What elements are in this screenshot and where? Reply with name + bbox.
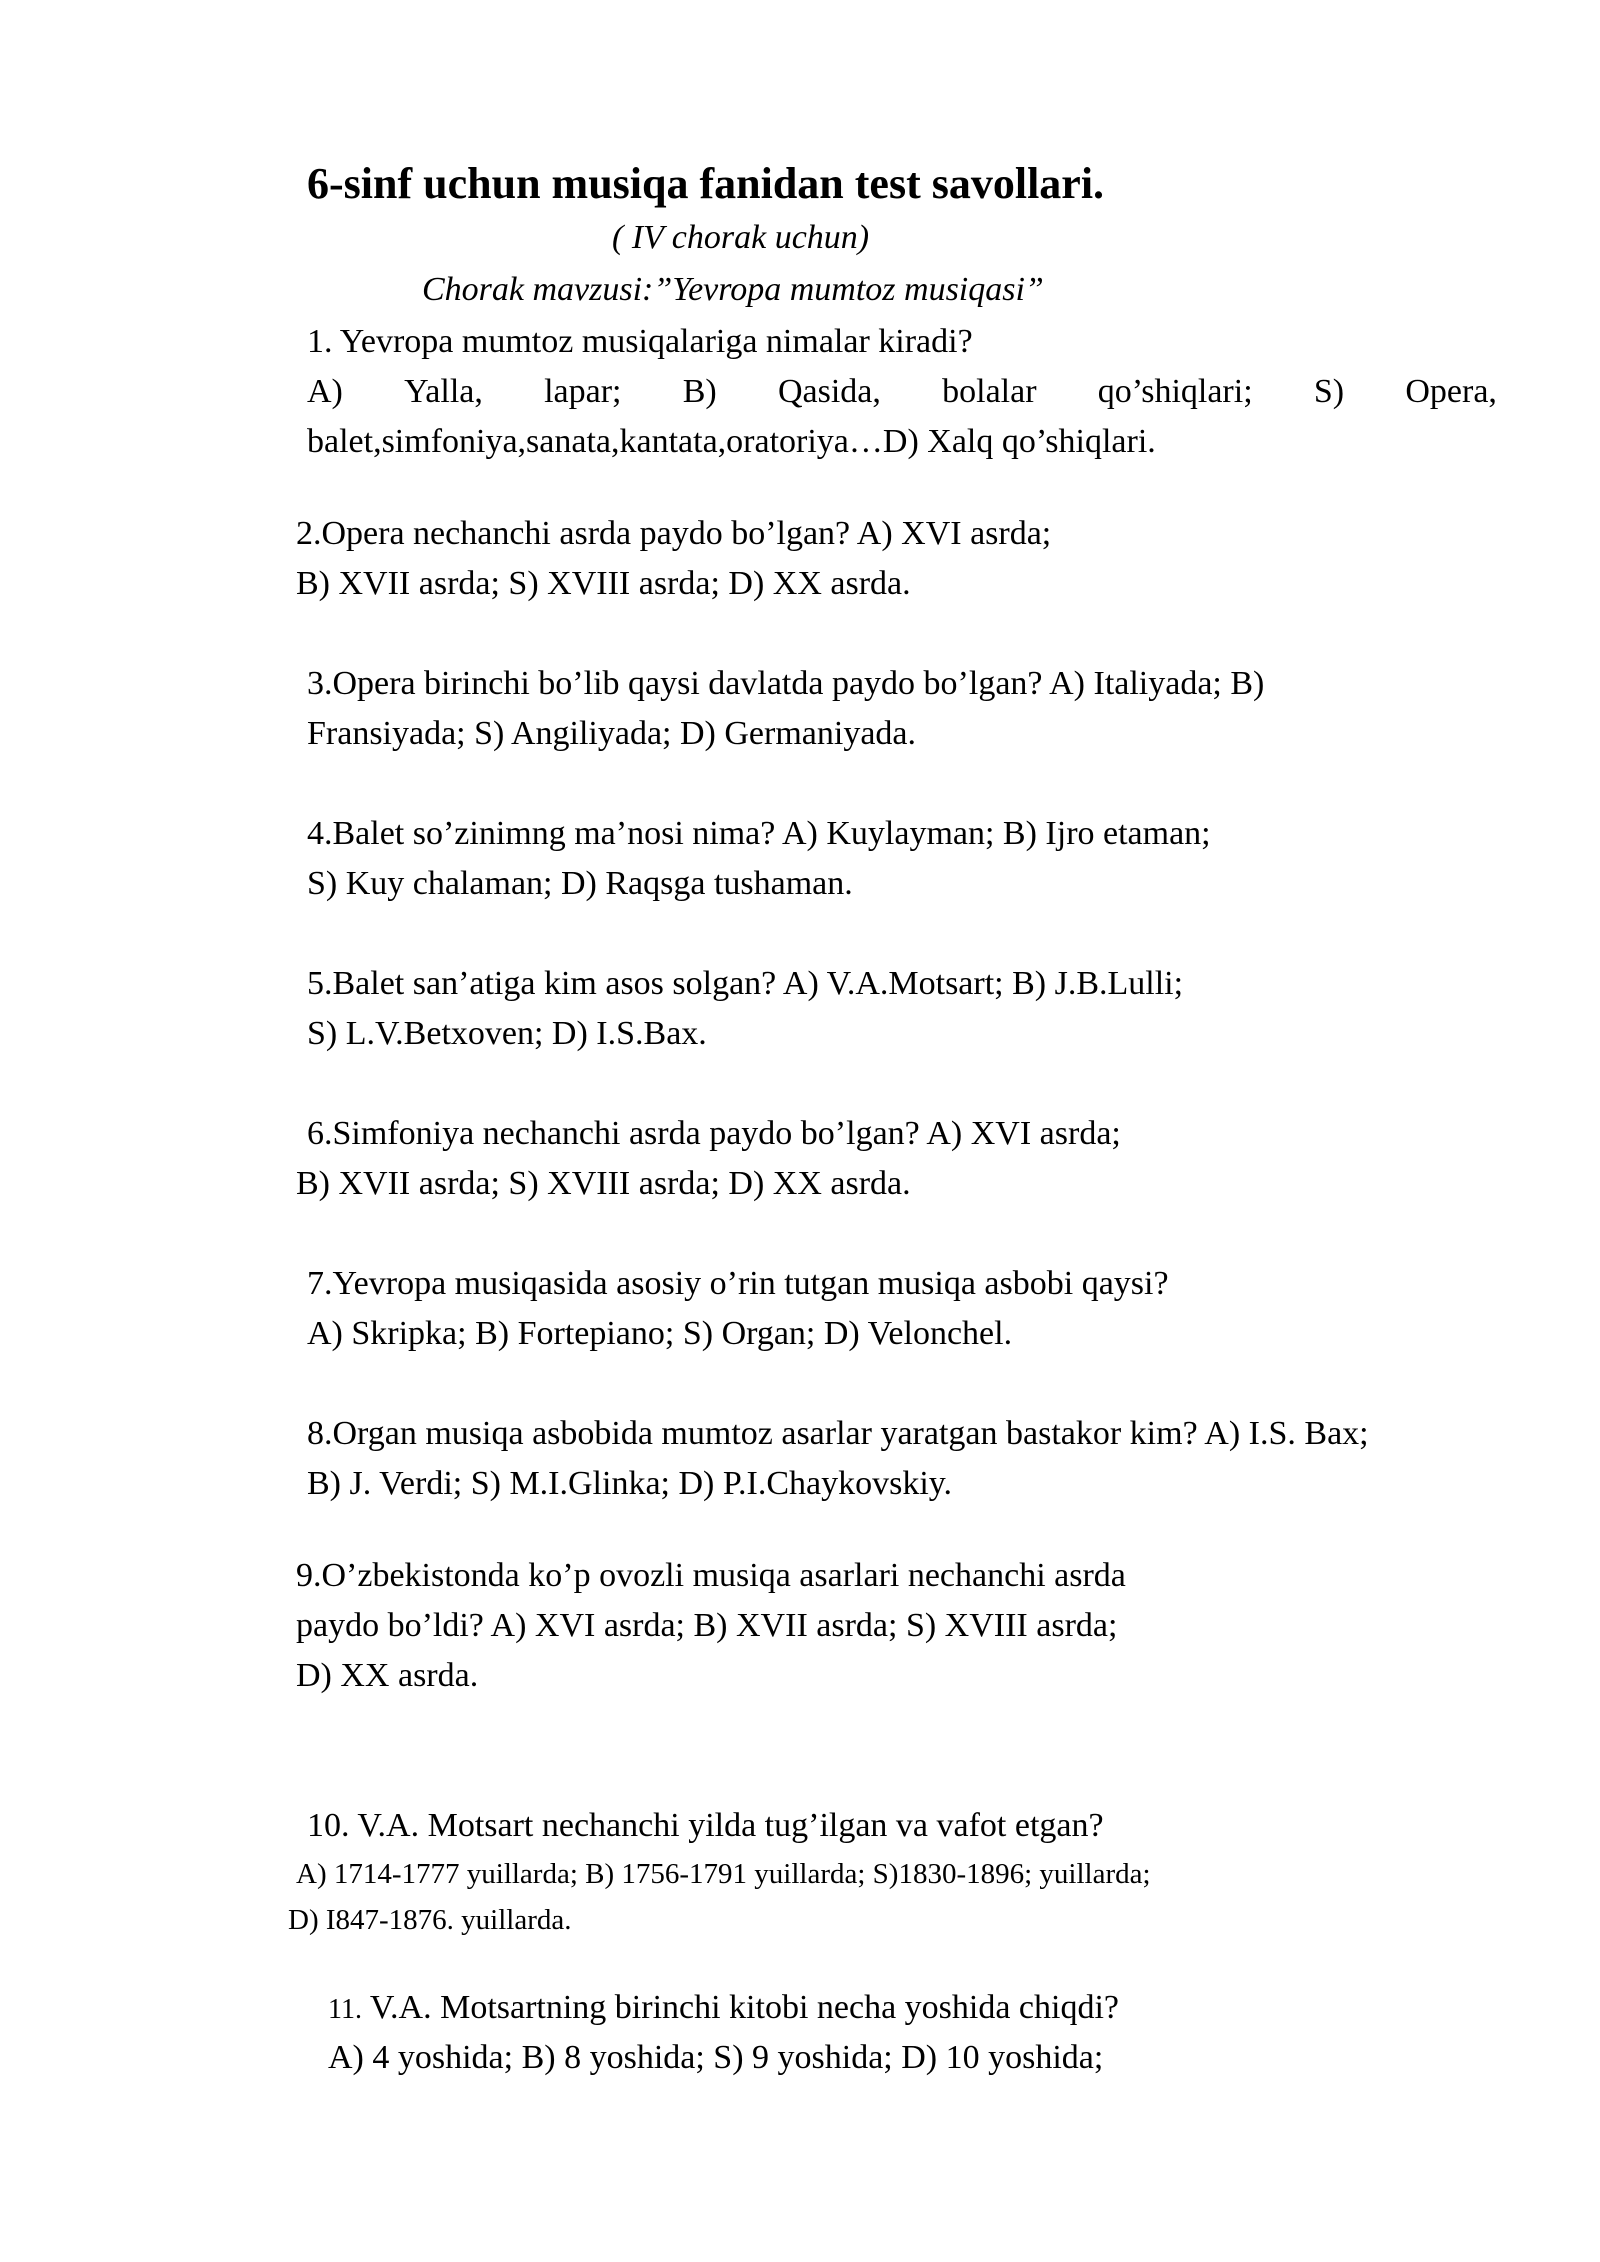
question-3-options: Fransiyada; S) Angiliyada; D) Germaniyada.: [307, 715, 917, 752]
question-6-options: B) XVII asrda; S) XVIII asrda; D) XX asrda.: [296, 1165, 911, 1202]
question-7-options: A) Skripka; B) Fortepiano; S) Organ; D) Velonchel.: [307, 1315, 1013, 1352]
question-10-options-cont: D) I847-1876. yuillarda.: [288, 1904, 572, 1936]
question-5-text: 5.Balet san’atiga kim asos solgan? A) V.A.Motsart; B) J.B.Lulli;: [307, 965, 1184, 1002]
question-10-text: 10. V.A. Motsart nechanchi yilda tug’ilgan va vafot etgan?: [307, 1807, 1104, 1844]
question-11-number: 11.: [328, 1994, 362, 2025]
question-10-options: A) 1714-1777 yuillarda; B) 1756-1791 yuillarda; S)1830-1896; yuillarda;: [296, 1858, 1151, 1890]
question-6-text: 6.Simfoniya nechanchi asrda paydo bo’lgan? A) XVI asrda;: [307, 1115, 1121, 1152]
question-9-options: D) XX asrda.: [296, 1657, 479, 1694]
page-title: 6-sinf uchun musiqa fanidan test savollari.: [307, 159, 1105, 208]
question-9-text: 9.O’zbekistonda ko’p ovozli musiqa asarlari nechanchi asrda: [296, 1557, 1126, 1594]
word: B): [682, 373, 717, 410]
word: bolalar: [942, 373, 1037, 410]
question-5-options: S) L.V.Betxoven; D) I.S.Bax.: [307, 1015, 707, 1052]
question-8-options: B) J. Verdi; S) M.I.Glinka; D) P.I.Chaykovskiy.: [307, 1465, 953, 1502]
word: Qasida,: [777, 373, 881, 410]
word: Opera,: [1405, 373, 1497, 410]
question-4-text: 4.Balet so’zinimng ma’nosi nima? A) Kuylayman; B) Ijro etaman;: [307, 815, 1211, 852]
question-11-text: [328, 1988, 1119, 2030]
question-8-text: 8.Organ musiqa asbobida mumtoz asarlar yaratgan bastakor kim? A) I.S. Bax;: [307, 1415, 1369, 1452]
question-9-text-cont: paydo bo’ldi? A) XVI asrda; B) XVII asrda; S) XVIII asrda;: [296, 1607, 1118, 1644]
page-subtitle: ( IV chorak uchun): [612, 219, 870, 256]
question-2-text: 2.Opera nechanchi asrda paydo bo’lgan? A) XVI asrda;: [296, 515, 1052, 552]
word: lapar;: [544, 373, 622, 410]
question-11-question: V.A. Motsartning birinchi kitobi necha yoshida chiqdi?: [369, 1989, 1120, 2026]
word: qo’shiqlari;: [1097, 373, 1253, 410]
word: S): [1313, 373, 1345, 410]
chorak-topic: Chorak mavzusi:”Yevropa mumtoz musiqasi”: [422, 271, 1044, 308]
word: Yalla,: [404, 373, 483, 410]
question-4-options: S) Kuy chalaman; D) Raqsga tushaman.: [307, 865, 853, 902]
question-3-text: 3.Opera birinchi bo’lib qaysi davlatda paydo bo’lgan? A) Italiyada; B): [307, 665, 1265, 702]
question-7-text: 7.Yevropa musiqasida asosiy o’rin tutgan musiqa asbobi qaysi?: [307, 1265, 1169, 1302]
word: A): [307, 373, 343, 410]
question-1-options-line: [307, 372, 1497, 412]
question-1-options-cont: balet,simfoniya,sanata,kantata,oratoriya…D) Xalq qo’shiqlari.: [307, 423, 1156, 460]
question-11-options: A) 4 yoshida; B) 8 yoshida; S) 9 yoshida; D) 10 yoshida;: [328, 2039, 1104, 2076]
question-2-options: B) XVII asrda; S) XVIII asrda; D) XX asrda.: [296, 565, 911, 602]
question-1-text: 1. Yevropa mumtoz musiqalariga nimalar kiradi?: [307, 323, 973, 360]
